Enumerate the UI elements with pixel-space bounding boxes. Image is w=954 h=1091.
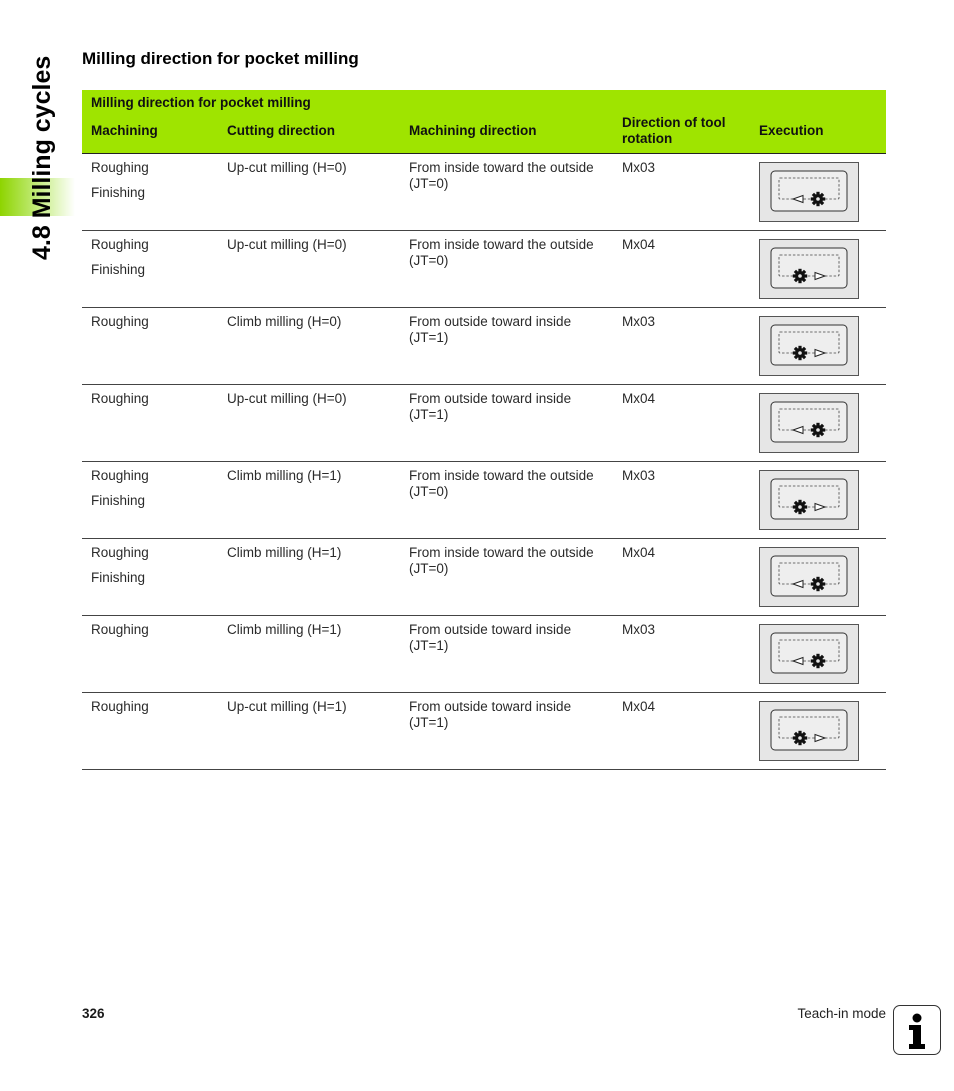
machining-type: Roughing	[91, 391, 149, 406]
execution-cell	[750, 616, 886, 693]
milling-tool-icon	[811, 654, 825, 668]
milling-tool-icon	[793, 731, 807, 745]
execution-cell	[750, 308, 886, 385]
table-body	[82, 154, 886, 770]
milling-tool-icon	[811, 192, 825, 206]
machining-direction-cell: From outside toward inside (JT=1)	[409, 699, 572, 730]
machining-type: Finishing	[91, 570, 146, 585]
execution-cell	[750, 231, 886, 308]
execution-diagram	[759, 624, 859, 684]
machining-type: Roughing	[91, 699, 149, 714]
machining-direction-cell: From inside toward the outside (JT=0)	[409, 237, 594, 268]
tool-rotation-cell: Mx03	[622, 314, 656, 329]
execution-cell	[750, 154, 886, 231]
cutting-direction-cell: Climb milling (H=0)	[227, 314, 342, 329]
tool-rotation-cell: Mx04	[622, 237, 656, 252]
machining-direction-cell: From outside toward inside (JT=1)	[409, 622, 572, 653]
table-row	[82, 693, 886, 770]
machining-direction-cell: From outside toward inside (JT=1)	[409, 314, 572, 345]
execution-cell	[750, 539, 886, 616]
cutting-direction-cell: Up-cut milling (H=0)	[227, 237, 347, 252]
execution-cell	[750, 385, 886, 462]
machining-direction-cell: From outside toward inside (JT=1)	[409, 391, 572, 422]
cutting-direction-cell: Climb milling (H=1)	[227, 468, 342, 483]
tool-rotation-cell: Mx03	[622, 622, 656, 637]
pocket-outline	[771, 633, 847, 673]
execution-diagram	[759, 316, 859, 376]
machining-direction-cell: From inside toward the outside (JT=0)	[409, 160, 594, 191]
execution-cell	[750, 462, 886, 539]
execution-diagram	[759, 547, 859, 607]
tool-rotation-cell: Mx04	[622, 699, 656, 714]
machining-direction-cell: From inside toward the outside (JT=0)	[409, 545, 594, 576]
machining-cell	[82, 616, 218, 693]
section-heading: Milling direction for pocket milling	[82, 49, 359, 68]
cutting-direction-cell: Up-cut milling (H=1)	[227, 699, 347, 714]
pocket-outline	[771, 556, 847, 596]
pocket-outline	[771, 710, 847, 750]
tool-rotation-cell: Mx03	[622, 160, 656, 175]
col-header-cutting-direction: Cutting direction	[218, 113, 400, 154]
col-header-machining: Machining	[82, 113, 218, 154]
tool-rotation-cell: Mx04	[622, 545, 656, 560]
table-row	[82, 308, 886, 385]
table-row	[82, 231, 886, 308]
cutting-direction-cell: Up-cut milling (H=0)	[227, 391, 347, 406]
col-header-machining-direction: Machining direction	[400, 113, 613, 154]
pocket-outline	[771, 171, 847, 211]
machining-cell	[82, 154, 218, 231]
cutting-direction-cell: Up-cut milling (H=0)	[227, 160, 347, 175]
milling-tool-icon	[793, 269, 807, 283]
pocket-outline	[771, 479, 847, 519]
pocket-outline	[771, 325, 847, 365]
table-row	[82, 462, 886, 539]
table-row	[82, 539, 886, 616]
col-header-execution: Execution	[750, 113, 886, 154]
machining-type: Finishing	[91, 185, 146, 200]
info-icon	[893, 1005, 941, 1055]
pocket-outline	[771, 402, 847, 442]
machining-type: Roughing	[91, 237, 149, 252]
milling-tool-icon	[793, 346, 807, 360]
machining-type: Roughing	[91, 160, 149, 175]
milling-tool-icon	[811, 577, 825, 591]
machining-type: Roughing	[91, 314, 149, 329]
tool-rotation-cell: Mx04	[622, 391, 656, 406]
table-row	[82, 154, 886, 231]
machining-cell	[82, 693, 218, 770]
machining-type: Roughing	[91, 545, 149, 560]
milling-direction-table	[82, 90, 886, 770]
machining-type: Roughing	[91, 622, 149, 637]
page-number: 326	[82, 1006, 105, 1021]
execution-diagram	[759, 393, 859, 453]
machining-cell	[82, 539, 218, 616]
cutting-direction-cell: Climb milling (H=1)	[227, 622, 342, 637]
machining-cell	[82, 385, 218, 462]
execution-diagram	[759, 162, 859, 222]
machining-direction-cell: From inside toward the outside (JT=0)	[409, 468, 594, 499]
machining-type: Finishing	[91, 262, 146, 277]
tool-rotation-cell: Mx03	[622, 468, 656, 483]
execution-diagram	[759, 701, 859, 761]
cutting-direction-cell: Climb milling (H=1)	[227, 545, 342, 560]
col-header-tool-rotation: Direction of tool rotation	[613, 113, 750, 154]
machining-cell	[82, 308, 218, 385]
machining-type: Finishing	[91, 493, 146, 508]
machining-cell	[82, 462, 218, 539]
milling-tool-icon	[793, 500, 807, 514]
execution-cell	[750, 693, 886, 770]
execution-diagram	[759, 470, 859, 530]
chapter-title: 4.8 Milling cycles	[28, 55, 56, 260]
table-row	[82, 385, 886, 462]
milling-tool-icon	[811, 423, 825, 437]
footer-section-label: Teach-in mode	[797, 1006, 886, 1021]
execution-diagram	[759, 239, 859, 299]
pocket-outline	[771, 248, 847, 288]
machining-type: Roughing	[91, 468, 149, 483]
machining-cell	[82, 231, 218, 308]
table-row	[82, 616, 886, 693]
table-caption: Milling direction for pocket milling	[82, 90, 886, 113]
